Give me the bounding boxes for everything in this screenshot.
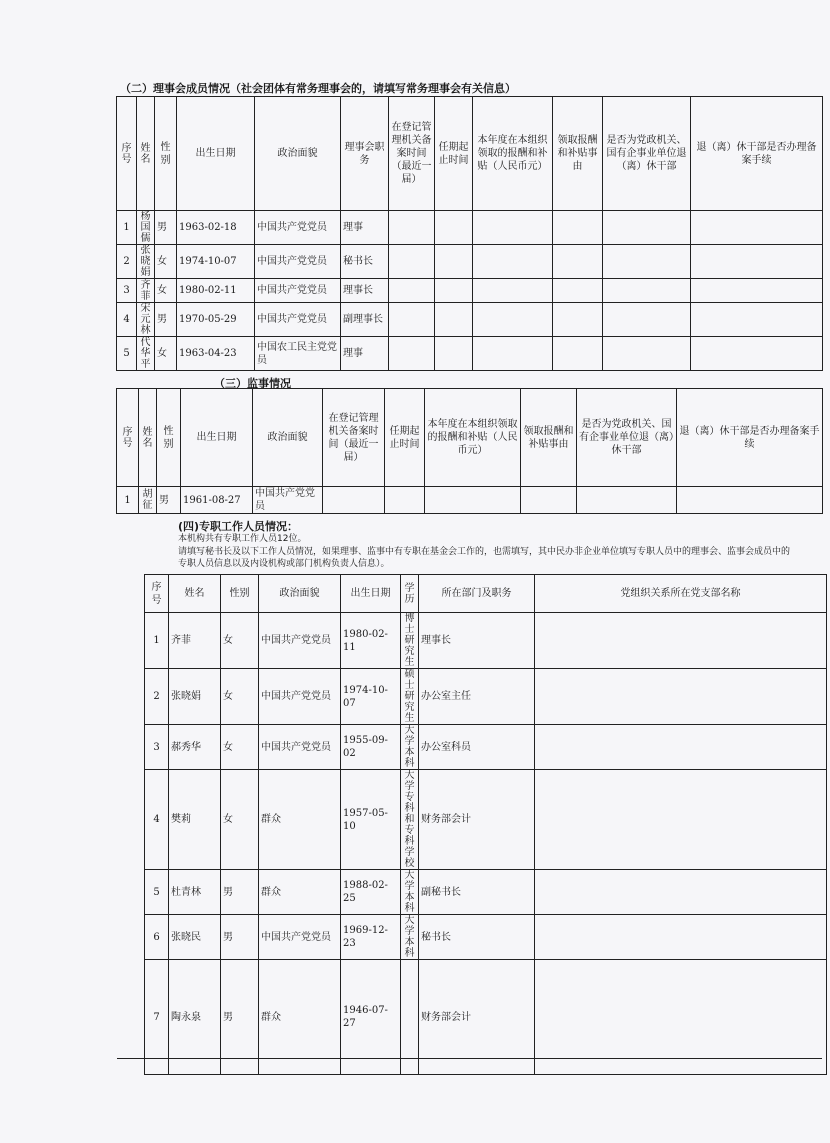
board-row-sex: 女: [155, 337, 177, 371]
staff-header-edu: 学历: [401, 575, 419, 613]
staff-section-title: (四)专职工作人员情况：: [178, 520, 299, 533]
staff-row-no: 1: [145, 613, 169, 669]
board-row-party: 中国共产党党员: [255, 303, 341, 337]
supervisor-row-birth: 1961-08-27: [181, 487, 253, 514]
staff-header-name: 姓名: [169, 575, 221, 613]
staff-row-sex: 女: [221, 613, 259, 669]
board-header-birth: 出生日期: [177, 97, 255, 211]
board-row-party: 中国共产党党员: [255, 245, 341, 279]
staff-row-no: 3: [145, 725, 169, 770]
board-row-sex: 男: [155, 211, 177, 245]
board-header-pay: 本年度在本组织领取的报酬和补贴（人民币元）: [473, 97, 553, 211]
staff-row-no: 2: [145, 669, 169, 725]
staff-row-dept: 副秘书长: [419, 870, 535, 915]
staff-row-name: 陶永泉: [169, 960, 221, 1075]
staff-row-birth: 1988-02-25: [341, 870, 401, 915]
board-row-birth: 1963-02-18: [177, 211, 255, 245]
staff-row-edu: 大学本科: [401, 870, 419, 915]
board-row-no: 4: [117, 303, 137, 337]
staff-row: [145, 870, 827, 915]
board-section-title: （二）理事会成员情况（社会团体有常务理事会的，请填写常务理事会有关信息）: [120, 82, 516, 95]
staff-header-sex: 性别: [221, 575, 259, 613]
staff-row-party: 群众: [259, 870, 341, 915]
staff-header-party: 政治面貌: [259, 575, 341, 613]
staff-row-edu: 硕士研究生: [401, 669, 419, 725]
board-header-role: 理事会职务: [341, 97, 389, 211]
staff-row-sex: 女: [221, 725, 259, 770]
staff-header-birth: 出生日期: [341, 575, 401, 613]
staff-row-birth: 1969-12-23: [341, 915, 401, 960]
staff-row-birth: 1974-10-07: [341, 669, 401, 725]
staff-row-sex: 女: [221, 770, 259, 870]
board-row-role: 副理事长: [341, 303, 389, 337]
supervisor-header-pay: 本年度在本组织领取的报酬和补贴（人民币元）: [425, 389, 521, 487]
supervisor-row-name: 胡征: [139, 487, 157, 514]
staff-row-dept: 财务部会计: [419, 960, 535, 1075]
board-header-row: [117, 97, 823, 211]
board-row-birth: 1970-05-29: [177, 303, 255, 337]
staff-row-birth: 1980-02-11: [341, 613, 401, 669]
supervisor-header-party: 政治面貌: [253, 389, 323, 487]
staff-row-edu: 大学专科和专科学校: [401, 770, 419, 870]
board-row: [117, 279, 823, 303]
supervisor-header-filing-time: 在登记管理机关备案时间（最近一届）: [323, 389, 385, 487]
staff-row-dept: 秘书长: [419, 915, 535, 960]
staff-row: [145, 669, 827, 725]
supervisor-table: [116, 388, 823, 514]
board-row-no: 2: [117, 245, 137, 279]
board-row: [117, 245, 823, 279]
staff-row-edu: 博士研究生: [401, 613, 419, 669]
board-row: [117, 211, 823, 245]
board-row: [117, 337, 823, 371]
staff-row-sex: 男: [221, 870, 259, 915]
board-header-term: 任期起止时间: [435, 97, 473, 211]
board-header-sex: 性别: [155, 97, 177, 211]
staff-row-no: 5: [145, 870, 169, 915]
board-row-no: 3: [117, 279, 137, 303]
board-header-pay-reason: 领取报酬和补贴事由: [553, 97, 603, 211]
board-row-party: 中国农工民主党党员: [255, 337, 341, 371]
staff-count-line: 本机构共有专职工作人员12位。: [178, 534, 307, 544]
staff-row-name: 张晓民: [169, 915, 221, 960]
staff-row-dept: 办公室主任: [419, 669, 535, 725]
staff-row-party: 中国共产党党员: [259, 915, 341, 960]
supervisor-header-retired-filing: 退（离）休干部是否办理备案手续: [677, 389, 823, 487]
board-header-party: 政治面貌: [255, 97, 341, 211]
board-row-birth: 1974-10-07: [177, 245, 255, 279]
supervisor-header-name: 姓名: [139, 389, 157, 487]
staff-row-no: 4: [145, 770, 169, 870]
staff-row-name: 齐菲: [169, 613, 221, 669]
board-row-name: 杨国儒: [137, 211, 155, 245]
staff-row-dept: 理事长: [419, 613, 535, 669]
staff-row-party: 中国共产党党员: [259, 669, 341, 725]
staff-row-name: 郝秀华: [169, 725, 221, 770]
supervisor-header-retired: 是否为党政机关、国有企事业单位退（离）休干部: [577, 389, 677, 487]
supervisor-header-no: 序号: [117, 389, 139, 487]
staff-row-birth: 1957-05-10: [341, 770, 401, 870]
board-row-role: 理事: [341, 211, 389, 245]
supervisor-header-pay-reason: 领取报酬和补贴事由: [521, 389, 577, 487]
staff-row-party: 群众: [259, 770, 341, 870]
bottom-rule: [117, 1058, 822, 1059]
board-header-name: 姓名: [137, 97, 155, 211]
board-row-birth: 1980-02-11: [177, 279, 255, 303]
supervisor-header-term: 任期起止时间: [385, 389, 425, 487]
supervisor-row-party: 中国共产党党员: [253, 487, 323, 514]
supervisor-row-sex: 男: [157, 487, 181, 514]
staff-row: [145, 915, 827, 960]
staff-header-row: [145, 575, 827, 613]
board-row: [117, 303, 823, 337]
board-row-sex: 男: [155, 303, 177, 337]
staff-header-dept: 所在部门及职务: [419, 575, 535, 613]
supervisor-row-no: 1: [117, 487, 139, 514]
board-row-role: 理事: [341, 337, 389, 371]
board-row-name: 宋元林: [137, 303, 155, 337]
staff-row-no: 6: [145, 915, 169, 960]
supervisor-header-birth: 出生日期: [181, 389, 253, 487]
staff-header-no: 序号: [145, 575, 169, 613]
staff-note: 请填写秘书长及以下工作人员情况，如果理事、监事中有专职在基金会工作的，也需填写，其中民办非企业单位填写专职人员中的理事会、监事会成员中的专职人员信息以及内设机构或部门机构负责人信息）。: [178, 547, 791, 569]
staff-row-name: 樊莉: [169, 770, 221, 870]
staff-row-party: 群众: [259, 960, 341, 1075]
supervisor-section-title: （三）监事情况: [214, 377, 291, 390]
board-header-filing-time: 在登记管理机关备案时间（最近一届）: [389, 97, 435, 211]
board-row-sex: 女: [155, 279, 177, 303]
board-header-no: 序号: [117, 97, 137, 211]
staff-row-birth: 1955-09-02: [341, 725, 401, 770]
staff-row-edu: 大学本科: [401, 915, 419, 960]
board-row-sex: 女: [155, 245, 177, 279]
staff-row: [145, 613, 827, 669]
board-row-name: 张晓娟: [137, 245, 155, 279]
staff-row-no: 7: [145, 960, 169, 1075]
board-row-name: 齐菲: [137, 279, 155, 303]
board-row-no: 1: [117, 211, 137, 245]
staff-row: [145, 725, 827, 770]
staff-row-name: 杜青林: [169, 870, 221, 915]
staff-row-sex: 男: [221, 960, 259, 1075]
staff-row-party: 中国共产党党员: [259, 725, 341, 770]
supervisor-header-sex: 性别: [157, 389, 181, 487]
staff-row-dept: 办公室科员: [419, 725, 535, 770]
board-row-no: 5: [117, 337, 137, 371]
board-row-party: 中国共产党党员: [255, 211, 341, 245]
staff-row-party: 中国共产党党员: [259, 613, 341, 669]
staff-row-dept: 财务部会计: [419, 770, 535, 870]
staff-row: [145, 770, 827, 870]
staff-row-sex: 男: [221, 915, 259, 960]
board-header-retired-filing: 退（离）休干部是否办理备案手续: [691, 97, 823, 211]
staff-row-name: 张晓娟: [169, 669, 221, 725]
staff-header-party-branch: 党组织关系所在党支部名称: [535, 575, 827, 613]
board-row-role: 理事长: [341, 279, 389, 303]
board-row-party: 中国共产党党员: [255, 279, 341, 303]
board-table: [116, 96, 823, 371]
staff-table: [144, 574, 827, 1075]
board-row-name: 代华平: [137, 337, 155, 371]
board-row-birth: 1963-04-23: [177, 337, 255, 371]
staff-row-edu: 大学本科: [401, 725, 419, 770]
board-header-retired: 是否为党政机关、国有企事业单位退（离）休干部: [603, 97, 691, 211]
supervisor-row: [117, 487, 823, 514]
supervisor-header-row: [117, 389, 823, 487]
board-row-role: 秘书长: [341, 245, 389, 279]
staff-row-birth: 1946-07-27: [341, 960, 401, 1075]
staff-row-sex: 女: [221, 669, 259, 725]
